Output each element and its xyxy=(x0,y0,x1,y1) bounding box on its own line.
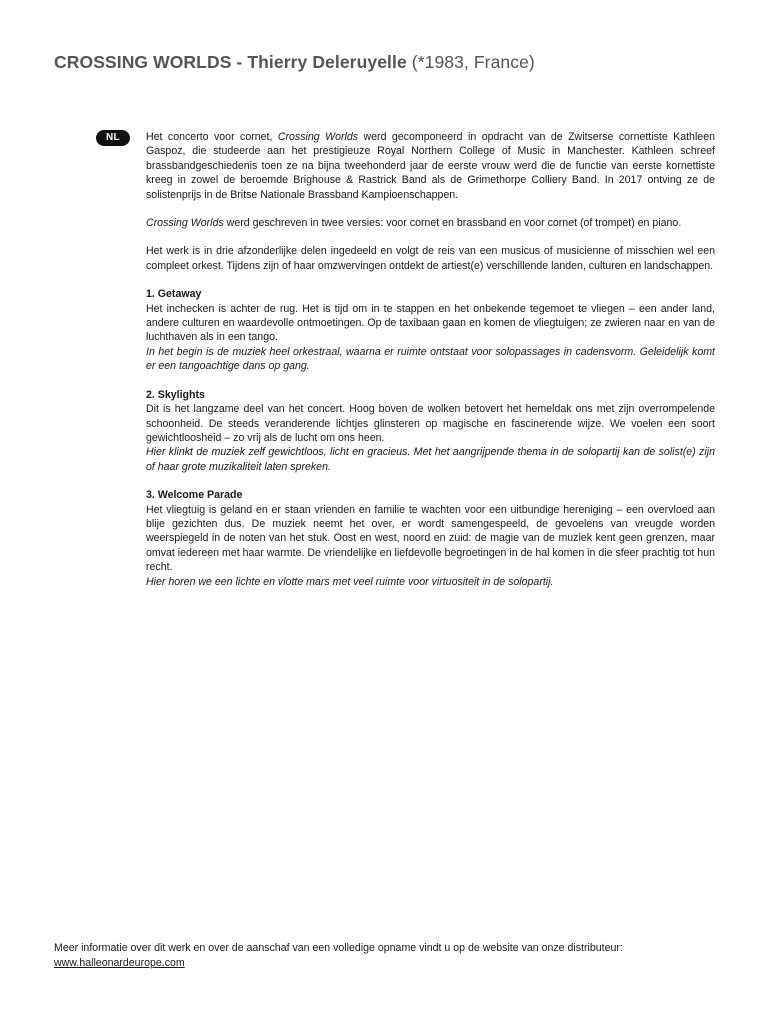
intro-p1-work-title: Crossing Worlds xyxy=(277,131,359,143)
intro-p1-after: werd gecomponeerd in opdracht van de Zwitserse cornettiste Kathleen Gaspoz, die studeerde aan het prestigieuze Royal Northern College of Music in Manchester. Kathleen schreef brassbandgeschiedenis toen ze na bijna tweehonderd jaar de eerste vrouw werd die de functie van eerste kornettiste kreeg in zowel de beroemde Brighouse & Rastrick Band als de Grimethorpe Colliery Band. In 2017 ontving ze de solistenprijs in de Britse Nationale Brassband Kampioenschappen. xyxy=(146,131,715,201)
movement-text: Dit is het langzame deel van het concert. Hoog boven de wolken betovert het hemeldak ons met zijn overrompelende schoonheid. De steeds veranderende lichtjes glinsteren op magische en fascinerende wijze. We voelen een soort gewichtloosheid – zo vrij als de lucht om ons heen. xyxy=(146,403,715,444)
intro-p2-after: werd geschreven in twee versies: voor cornet en brassband en voor cornet (of trompet) en piano. xyxy=(223,217,682,230)
movement-welcome-parade xyxy=(146,488,715,589)
intro-paragraph-2 xyxy=(146,216,715,230)
movement-skylights xyxy=(146,388,715,474)
movement-title: 1. Getaway xyxy=(146,288,202,301)
movement-music-note: Hier klinkt de muziek zelf gewichtloos, licht en gracieus. Met het aangrijpende thema in de solopartij kan de solist(e) zijn of haar grote muzikaliteit laten spreken. xyxy=(146,446,715,473)
movement-text: Het vliegtuig is geland en er staan vrienden en familie te wachten voor een uitbundige hereniging – een overvloed aan blije gezichten dus. De muziek neemt het over, er wordt samengespeeld, de gevoelens van vreugde worden weerspiegeld in de noten van het stuk. Oost en west, noord en zuid: de magie van de muziek kent geen grenzen, maar omvat iedereen met haar warmte. De vriendelijke en liefdevolle begroetingen in de hal komen in die sfeer prachtig tot hun recht. xyxy=(146,503,715,574)
distributor-link[interactable]: www.halleonardeurope.com xyxy=(54,956,185,969)
movement-music-note: Hier horen we een lichte en vlotte mars met veel ruimte voor virtuositeit in de solopartij. xyxy=(146,575,554,588)
intro-paragraph-3: Het werk is in drie afzonderlijke delen ingedeeld en volgt de reis van een musicus of musicienne of misschien wel een compleet orkest. Tijdens zijn of haar omzwervingen ontdekt de artiest(e) verschillende landen, culturen en landschappen. xyxy=(146,245,715,272)
intro-p2-work-title: Crossing Worlds xyxy=(146,217,224,230)
footer xyxy=(54,941,623,970)
title-composer: CROSSING WORLDS - Thierry Deleruyelle xyxy=(54,52,407,72)
movement-title: 3. Welcome Parade xyxy=(146,489,243,502)
language-badge: NL xyxy=(96,130,130,146)
footer-info: Meer informatie over dit werk en over de aanschaf van een volledige opname vindt u op de website van onze distributeur: xyxy=(54,942,623,954)
intro-p1-before: Het concerto voor cornet, xyxy=(146,131,278,143)
intro-paragraph-1 xyxy=(146,130,715,202)
page-title xyxy=(54,52,535,73)
movement-text: Het inchecken is achter de rug. Het is tijd om in te stappen en het onbekende tegemoet te vliegen – een ander land, andere culturen en waardevolle ontmoetingen. Op de taxibaan gaan en komen de vliegtuigen; ze zwieren naar en van de luchthaven als in een tango. xyxy=(146,302,715,344)
program-notes xyxy=(146,130,715,603)
movement-music-note: In het begin is de muziek heel orkestraal, waarna er ruimte ontstaat voor solopassages in cadensvorm. Geleidelijk komt er een tangoachtige dans op gang. xyxy=(146,345,715,373)
movement-title: 2. Skylights xyxy=(146,388,205,401)
movement-getaway xyxy=(146,287,715,373)
title-dates: (*1983, France) xyxy=(406,52,535,72)
